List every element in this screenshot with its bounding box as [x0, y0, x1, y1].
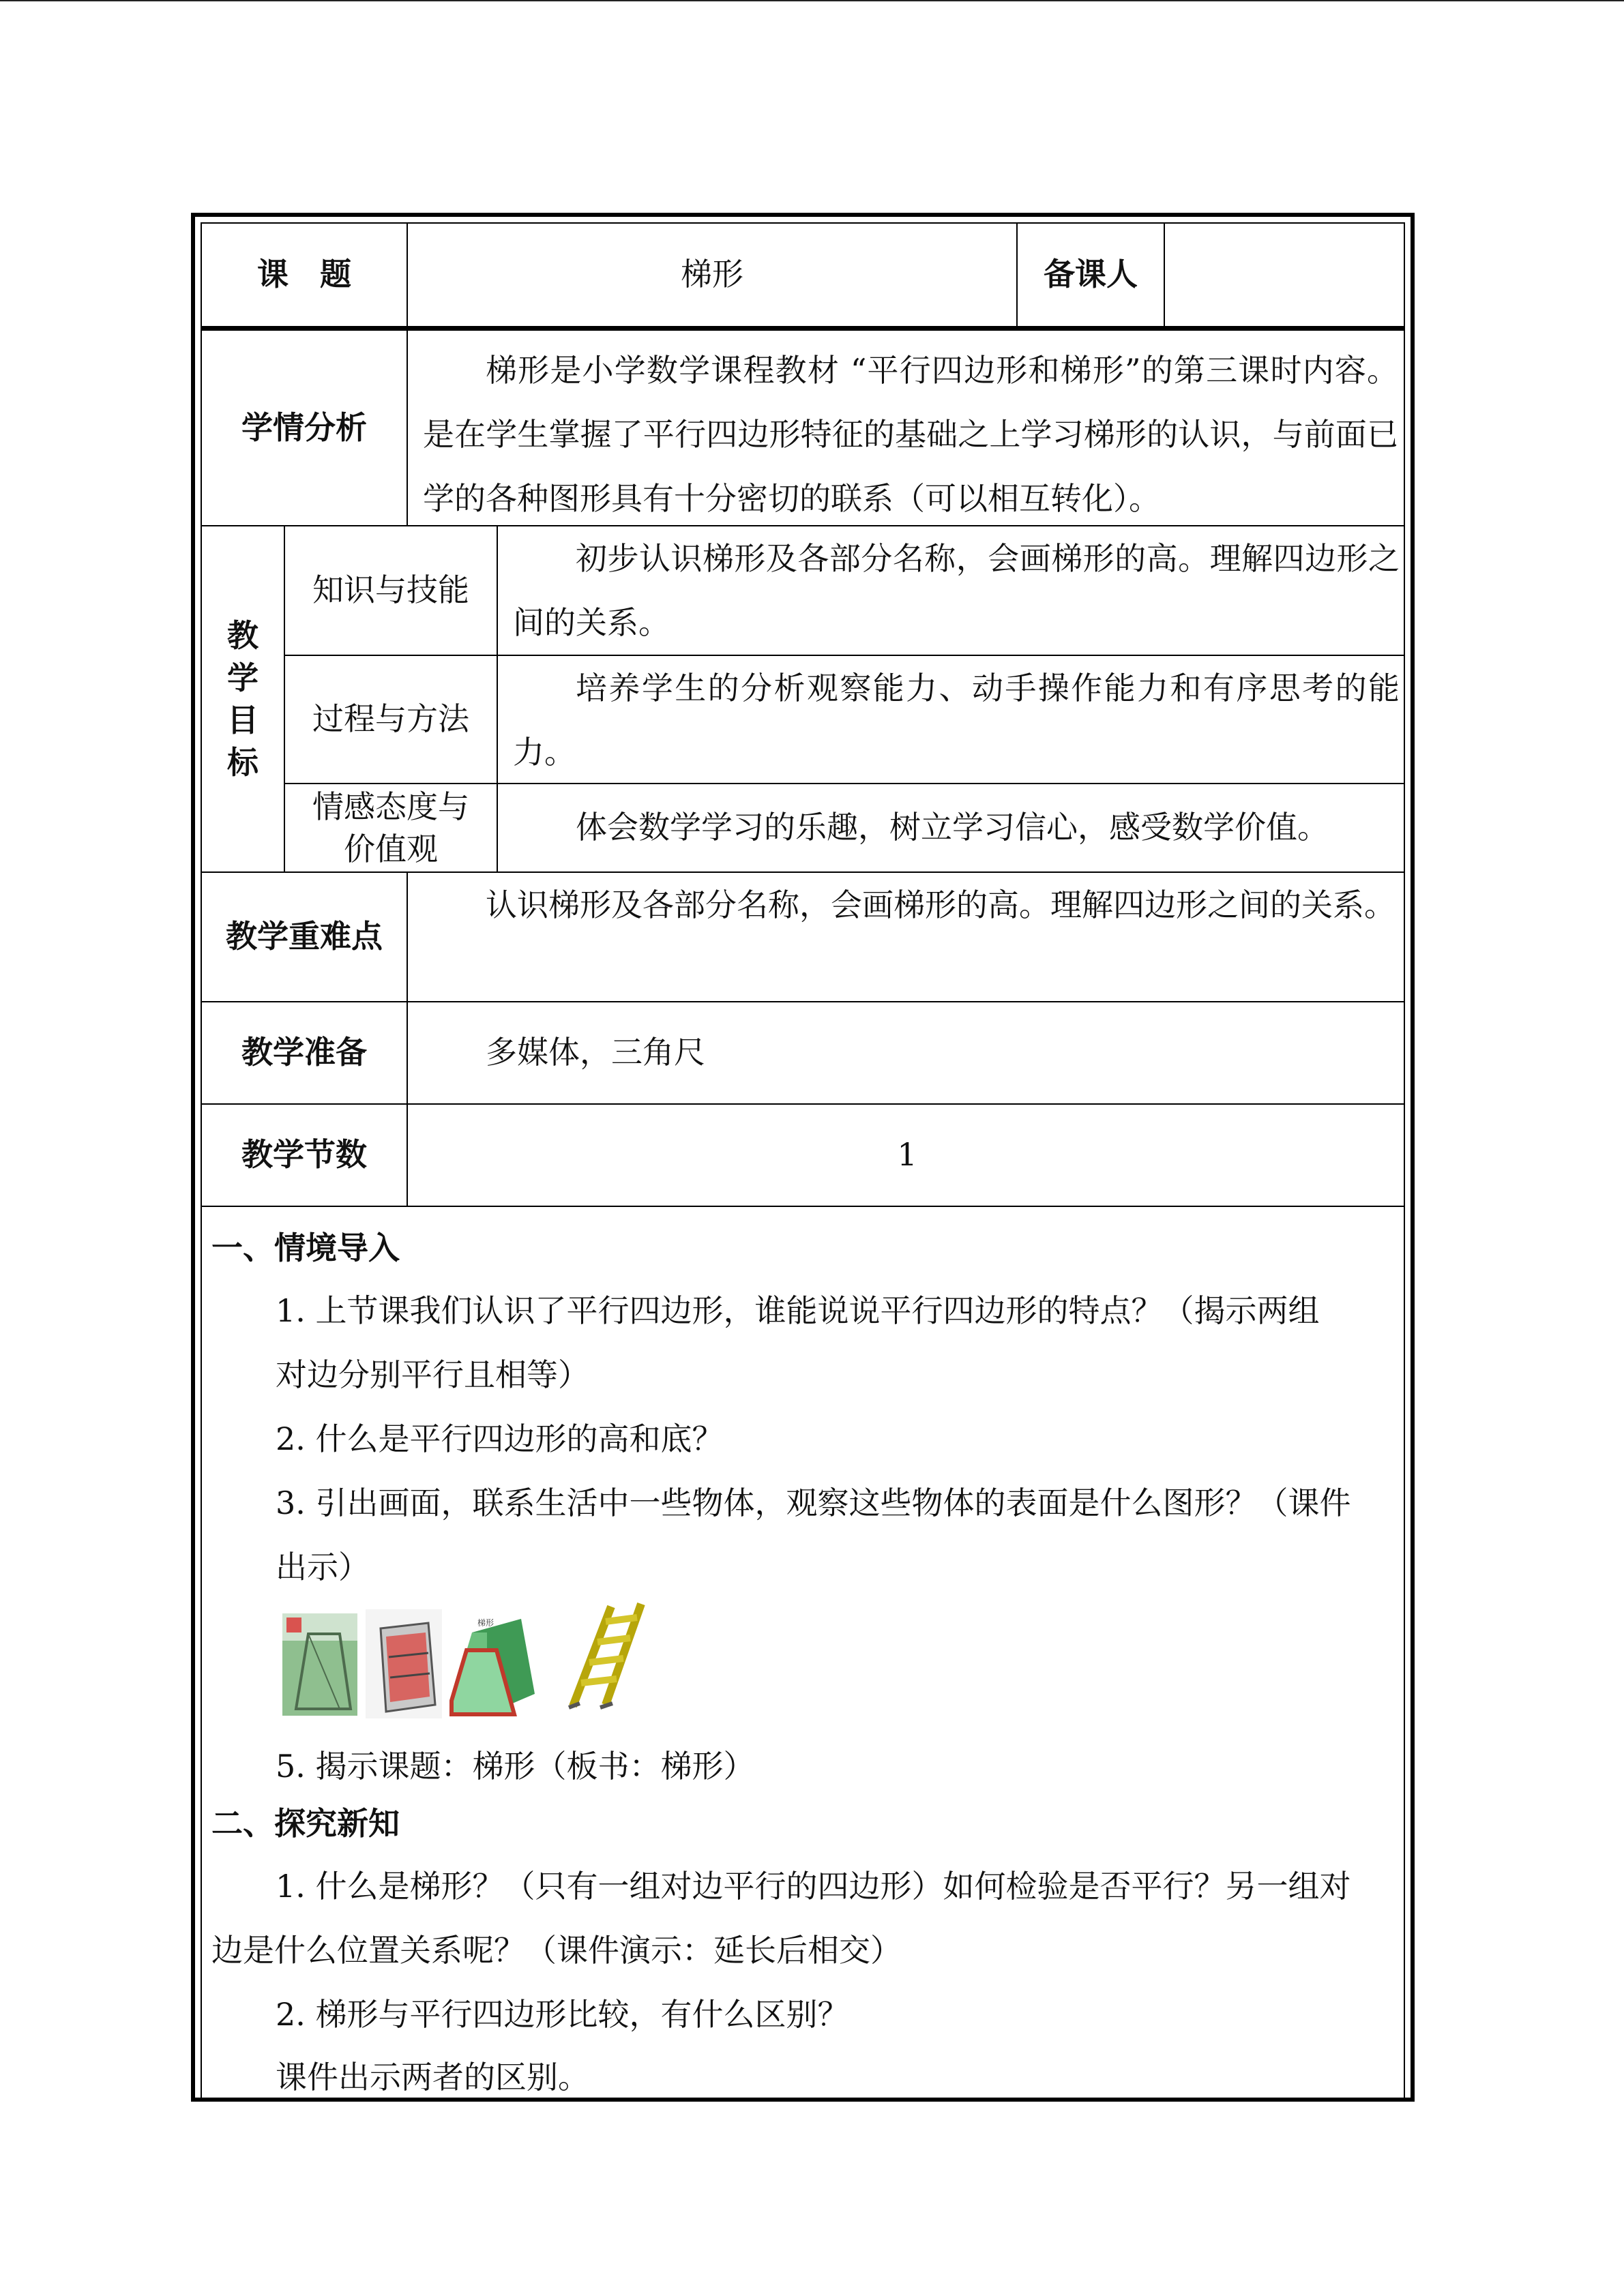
goal-emotion-label: 情感态度与 价值观	[312, 788, 469, 867]
s1-item1-line2: 对边分别平行且相等）	[276, 1356, 589, 1393]
s2-item2: 2. 梯形与平行四边形比较，有什么区别？	[276, 1996, 849, 2033]
lesson-plan-table	[191, 213, 1415, 2102]
svg-text:梯形: 梯形	[477, 1618, 494, 1628]
image-bucket	[366, 1609, 442, 1718]
periods-value: 1	[897, 1136, 917, 1174]
image-ladder	[558, 1602, 660, 1712]
s1-item1-line1: 1. 上节课我们认识了平行四边形，谁能说说平行四边形的特点？（揭示两组	[276, 1292, 1320, 1329]
s2-item1-line1: 1. 什么是梯形？（只有一组对边平行的四边形）如何检验是否平行？另一组对	[276, 1868, 1351, 1905]
image-gate	[282, 1613, 357, 1716]
section1-title: 一、情境导入	[211, 1229, 400, 1266]
analysis-text: 梯形是小学数学课程教材 “平行四边形和梯形”的第三课时内容。是在学生掌握了平行四边形特征的基础之上学习梯形的认识，与前面已学的各种图形具有十分密切的联系（可以相互转化）。	[423, 352, 1398, 517]
s1-item3-line1: 3. 引出画面，联系生活中一些物体，观察这些物体的表面是什么图形？（课件	[276, 1485, 1351, 1521]
s1-item2: 2. 什么是平行四边形的高和底？	[276, 1420, 724, 1457]
goals-label: 教 学 目 标	[227, 617, 259, 781]
preparation-label: 教学准备	[241, 1034, 367, 1071]
image-trapezoid-block	[447, 1612, 536, 1718]
key-points-label: 教学重难点	[226, 918, 383, 955]
preparer-value	[1165, 224, 1406, 326]
s2-item1-line2: 边是什么位置关系呢？（课件演示：延长后相交）	[211, 1932, 902, 1969]
preparer-label: 备课人	[1044, 256, 1138, 293]
key-points-text: 认识梯形及各部分名称，会画梯形的高。理解四边形之间的关系。	[486, 886, 1396, 923]
goal-process-text: 培养学生的分析观察能力、动手操作能力和有序思考的能力。	[513, 670, 1400, 771]
section2-title: 二、探究新知	[211, 1805, 400, 1842]
goal-knowledge-text: 初步认识梯形及各部分名称，会画梯形的高。理解四边形之间的关系。	[513, 540, 1400, 641]
s1-item5: 5. 揭示课题：梯形（板书：梯形）	[276, 1748, 755, 1785]
topic-label: 课 题	[257, 256, 351, 293]
goal-knowledge-label: 知识与技能	[312, 571, 469, 609]
periods-label: 教学节数	[241, 1136, 367, 1174]
preparation-text: 多媒体，三角尺	[486, 1034, 705, 1071]
page-top-border	[0, 0, 1624, 1]
goal-process-label: 过程与方法	[312, 700, 469, 738]
s1-item3-line2: 出示）	[276, 1549, 370, 1585]
topic-value: 梯形	[681, 256, 743, 293]
analysis-label: 学情分析	[241, 409, 367, 447]
goal-emotion-text: 体会数学学习的乐趣，树立学习信心，感受数学价值。	[576, 809, 1329, 846]
s2-item2-note: 课件出示两者的区别。	[276, 2059, 589, 2096]
